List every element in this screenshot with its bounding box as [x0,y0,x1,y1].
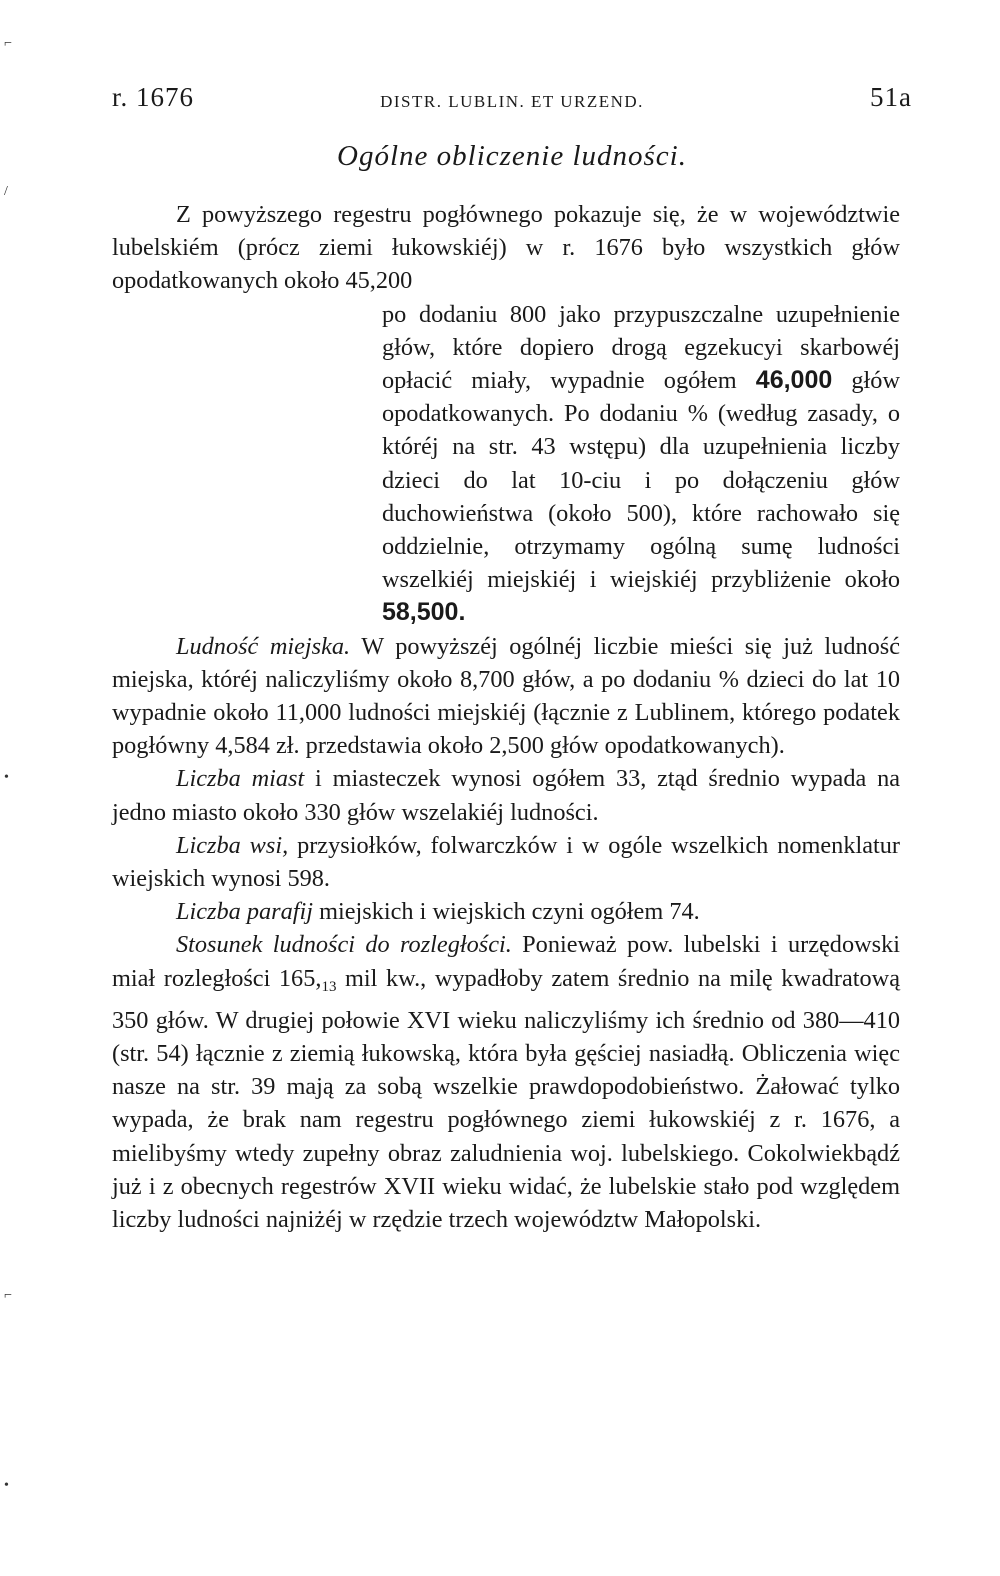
header-year: r. 1676 [112,82,195,112]
running-header [112,78,912,118]
scan-mark: • [4,1478,9,1493]
label-density: Stosunek ludności do rozległości. [176,931,512,959]
paragraph-towns-count: Liczba miast i miasteczek wynosi ogółem 33, ztąd średnio wypada na jedno miasto około 330 głów wszelakiéj ludności. [112,765,900,826]
paragraph-density: Stosunek ludności do rozległości. Ponieważ pow. lubelski i urzędowski miał rozległości $165,_{13}$ mil kw., wypadłoby zatem średnio na milę kwadratową 350 głów. W drugiej połowie XVI wieku naliczyliśmy ich średnio od 380—410 (str. 54) łącznie z ziemią łukowską, która była gęściej nasiadłą. Obliczenia więc nasze na str. 39 mają za sobą wszelkie prawdopodobieństwo. Żałować tylko wypada, że brak nam regestru pogłównego ziemi łukowskiéj z r. 1676, a mielibyśmy wtedy zupełny obraz zaludnienia woj. lubelskiego. Cokolwiekbądź już i z obecnych regestrów XVII wieku widać, że lubelskie stało pod względem liczby ludności najniżéj w rzędzie trzech województw Małopolski. [112,931,900,1234]
label-villages-count: Liczba wsi, [176,831,289,859]
page-number: 51a [870,82,912,112]
header-title: DISTR. LUBLIN. ET URZEND. [380,92,644,111]
scan-mark: ⌐ [4,36,12,51]
label-urban-population: Ludność miejska. [176,632,351,660]
paragraph-population-a: Z powyższego regestru pogłównego pokazuje się, że w województwie lubelskiém (prócz ziemi łukowskiéj) w r. 1676 było wszystkich głów opodatkowanych około 45,200 [112,201,900,295]
total-population: 58,500. [382,598,466,627]
scan-mark: • [4,770,9,785]
section-title: Ogólne obliczenie ludności. [337,140,687,172]
paragraph-urban-population: Ludność miejska. W powyższéj ogólnéj liczbie mieści się już ludność miejska, któréj naliczyliśmy około 8,700 głów, a po dodaniu % dzieci do lat 10 wypadnie około 11,000 ludności miejskiéj (łącznie z Lublinem, którego podatek pogłówny 4,584 zł. przedstawia około 2,500 głów opodatkowanych). [112,632,901,760]
paragraph-population-b: po dodaniu 800 jako przypuszczalne uzupełnienie głów, które dopiero drogą egzekucyi skarbowéj opłacić miały, wypadnie ogółem 46,000 głów opodatkowanych. Po dodaniu % (według zasady, o któréj na str. 43 wstępu) dla uzupełnienia liczby dzieci do lat 10-ciu i po dołączeniu głów duchowieństwa (około 500), które rachowało się oddzielnie, otrzymamy ogólną sumę ludności wszelkiéj miejskiéj i wiejskiéj przybliżenie około 58,500. [382,300,900,627]
paragraph-villages-count: Liczba wsi, przysiołków, folwarczków i w ogóle wszelkich nomenklatur wiejskich wynosi 598. [112,831,900,893]
label-parishes-count: Liczba parafij [176,898,314,926]
scan-mark: / [4,184,8,199]
label-towns-count: Liczba miast [176,765,305,793]
paragraph-parishes-count: Liczba parafij miejskich i wiejskich czyni ogółem 74. [176,898,700,926]
body-text [112,198,900,1236]
scan-mark: ⌐ [4,1288,12,1303]
total-taxed-heads: 46,000 [755,366,833,395]
